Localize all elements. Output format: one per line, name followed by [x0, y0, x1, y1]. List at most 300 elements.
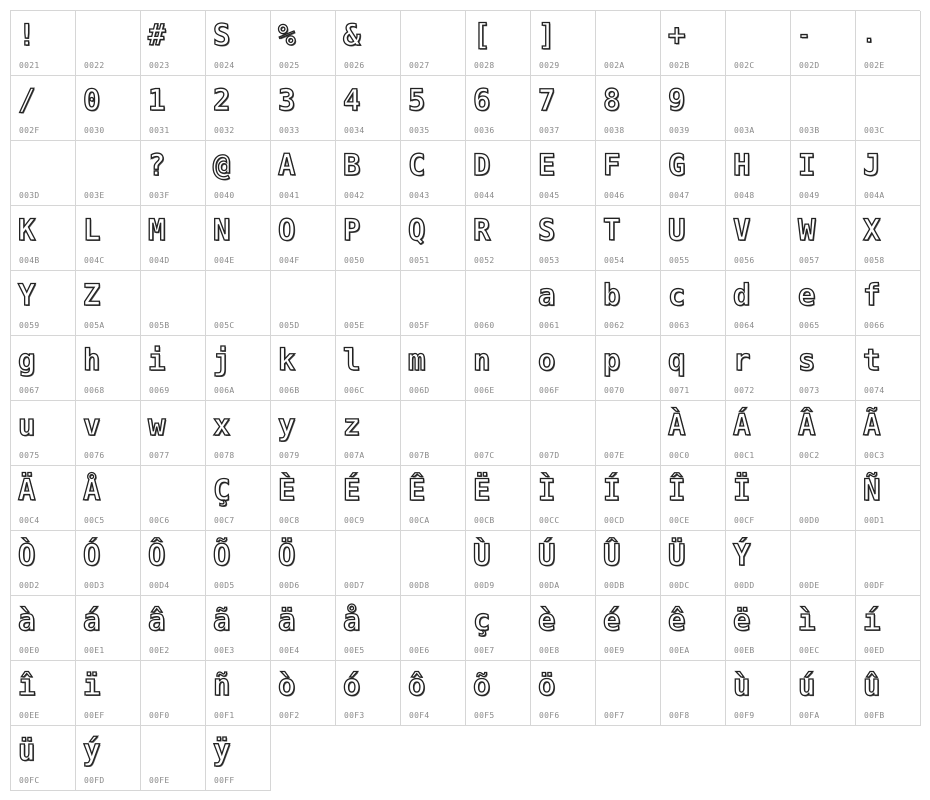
- glyph-preview: C: [408, 148, 426, 182]
- glyph-preview: ÿ: [213, 733, 231, 767]
- glyph-cell[interactable]: [466, 141, 531, 206]
- glyph-preview: ý: [83, 733, 101, 767]
- codepoint-label: 00EE: [19, 711, 40, 720]
- codepoint-label: 0068: [84, 386, 105, 395]
- glyph-cell[interactable]: [531, 531, 596, 596]
- glyph-cell[interactable]: [11, 531, 76, 596]
- codepoint-label: 0043: [409, 191, 430, 200]
- glyph-cell[interactable]: [206, 206, 271, 271]
- glyph-cell[interactable]: [466, 336, 531, 401]
- codepoint-label: 0023: [149, 61, 170, 70]
- glyph-cell[interactable]: [856, 336, 921, 401]
- glyph-preview: B: [343, 148, 361, 182]
- codepoint-label: 00D1: [864, 516, 885, 525]
- codepoint-label: 007B: [409, 451, 430, 460]
- codepoint-label: 00CB: [474, 516, 495, 525]
- glyph-cell[interactable]: [206, 141, 271, 206]
- codepoint-label: 00E4: [279, 646, 300, 655]
- glyph-preview: Z: [83, 278, 101, 312]
- glyph-preview: Ö: [278, 538, 296, 572]
- glyph-cell[interactable]: [661, 401, 726, 466]
- codepoint-label: 002A: [604, 61, 625, 70]
- codepoint-label: 004A: [864, 191, 885, 200]
- glyph-preview: Â: [798, 408, 816, 442]
- codepoint-label: 00CA: [409, 516, 430, 525]
- codepoint-label: 00E6: [409, 646, 430, 655]
- glyph-cell[interactable]: [791, 596, 856, 661]
- codepoint-label: 0076: [84, 451, 105, 460]
- codepoint-label: 00E8: [539, 646, 560, 655]
- glyph-cell[interactable]: [336, 271, 401, 336]
- codepoint-label: 0030: [84, 126, 105, 135]
- glyph-preview: O: [278, 213, 296, 247]
- glyph-cell[interactable]: [271, 141, 336, 206]
- glyph-cell[interactable]: [271, 596, 336, 661]
- codepoint-label: 0069: [149, 386, 170, 395]
- codepoint-label: 006D: [409, 386, 430, 395]
- glyph-cell[interactable]: [791, 531, 856, 596]
- glyph-cell[interactable]: [271, 271, 336, 336]
- codepoint-label: 0027: [409, 61, 430, 70]
- glyph-cell[interactable]: [726, 401, 791, 466]
- codepoint-label: 0039: [669, 126, 690, 135]
- codepoint-label: 00ED: [864, 646, 885, 655]
- glyph-cell[interactable]: [401, 401, 466, 466]
- glyph-cell[interactable]: [76, 11, 141, 76]
- glyph-preview: Ý: [733, 538, 751, 572]
- glyph-preview: Ç: [213, 473, 231, 507]
- codepoint-label: 00F4: [409, 711, 430, 720]
- glyph-cell[interactable]: [856, 206, 921, 271]
- glyph-cell[interactable]: [791, 271, 856, 336]
- codepoint-label: 007D: [539, 451, 560, 460]
- codepoint-label: 0065: [799, 321, 820, 330]
- glyph-cell[interactable]: [141, 531, 206, 596]
- codepoint-label: 004D: [149, 256, 170, 265]
- glyph-cell[interactable]: [271, 336, 336, 401]
- glyph-cell[interactable]: [141, 661, 206, 726]
- glyph-cell[interactable]: [76, 206, 141, 271]
- glyph-cell[interactable]: [141, 11, 206, 76]
- codepoint-label: 004F: [279, 256, 300, 265]
- glyph-cell[interactable]: [466, 11, 531, 76]
- codepoint-label: 00D5: [214, 581, 235, 590]
- glyph-cell[interactable]: [466, 466, 531, 531]
- glyph-preview: -: [798, 23, 811, 47]
- glyph-preview: x: [213, 408, 231, 442]
- glyph-cell[interactable]: [466, 531, 531, 596]
- glyph-preview: 9: [668, 83, 686, 117]
- glyph-cell[interactable]: [531, 206, 596, 271]
- glyph-cell[interactable]: [466, 206, 531, 271]
- glyph-cell[interactable]: [726, 141, 791, 206]
- glyph-cell[interactable]: [466, 271, 531, 336]
- glyph-preview: X: [863, 213, 881, 247]
- glyph-cell[interactable]: [596, 11, 661, 76]
- codepoint-label: 00F8: [669, 711, 690, 720]
- glyph-cell[interactable]: [76, 466, 141, 531]
- glyph-preview: e: [798, 278, 816, 312]
- glyph-cell[interactable]: [141, 206, 206, 271]
- codepoint-label: 0074: [864, 386, 885, 395]
- codepoint-label: 00DA: [539, 581, 560, 590]
- glyph-preview: Õ: [213, 538, 231, 572]
- codepoint-label: 003C: [864, 126, 885, 135]
- glyph-cell[interactable]: [141, 141, 206, 206]
- glyph-cell[interactable]: [661, 531, 726, 596]
- glyph-cell[interactable]: [531, 336, 596, 401]
- codepoint-label: 00E3: [214, 646, 235, 655]
- glyph-cell[interactable]: [11, 141, 76, 206]
- glyph-preview: ù: [733, 668, 751, 702]
- glyph-cell[interactable]: [726, 271, 791, 336]
- glyph-cell[interactable]: [401, 531, 466, 596]
- glyph-cell[interactable]: [76, 531, 141, 596]
- glyph-preview: 1: [148, 83, 166, 117]
- glyph-cell[interactable]: [11, 206, 76, 271]
- codepoint-label: 00CC: [539, 516, 560, 525]
- glyph-preview: g: [18, 343, 36, 377]
- codepoint-label: 00C0: [669, 451, 690, 460]
- glyph-cell[interactable]: [336, 76, 401, 141]
- glyph-preview: U: [668, 213, 686, 247]
- glyph-cell[interactable]: [76, 661, 141, 726]
- glyph-cell[interactable]: [856, 141, 921, 206]
- codepoint-label: 006E: [474, 386, 495, 395]
- glyph-cell[interactable]: [856, 596, 921, 661]
- glyph-cell[interactable]: [466, 596, 531, 661]
- glyph-preview: Ñ: [863, 473, 881, 507]
- glyph-cell[interactable]: [596, 466, 661, 531]
- glyph-cell[interactable]: [661, 271, 726, 336]
- glyph-cell[interactable]: [791, 661, 856, 726]
- glyph-cell[interactable]: [726, 531, 791, 596]
- codepoint-label: 0078: [214, 451, 235, 460]
- codepoint-label: 0026: [344, 61, 365, 70]
- codepoint-label: 00C1: [734, 451, 755, 460]
- glyph-cell[interactable]: [856, 11, 921, 76]
- glyph-cell[interactable]: [141, 466, 206, 531]
- glyph-cell[interactable]: [661, 11, 726, 76]
- glyph-preview: W: [798, 213, 816, 247]
- glyph-cell[interactable]: [791, 141, 856, 206]
- glyph-cell[interactable]: [856, 271, 921, 336]
- codepoint-label: 0031: [149, 126, 170, 135]
- glyph-preview: Ä: [18, 473, 36, 507]
- glyph-preview: v: [83, 408, 101, 442]
- glyph-cell[interactable]: [271, 11, 336, 76]
- glyph-cell[interactable]: [596, 401, 661, 466]
- glyph-preview: i: [148, 343, 166, 377]
- glyph-cell[interactable]: [11, 661, 76, 726]
- codepoint-label: 0050: [344, 256, 365, 265]
- codepoint-label: 00E7: [474, 646, 495, 655]
- glyph-cell[interactable]: [206, 271, 271, 336]
- glyph-preview: %: [278, 18, 296, 52]
- codepoint-label: 00F9: [734, 711, 755, 720]
- glyph-cell[interactable]: [726, 336, 791, 401]
- glyph-preview: è: [538, 603, 556, 637]
- codepoint-label: 00EA: [669, 646, 690, 655]
- glyph-cell[interactable]: [76, 141, 141, 206]
- glyph-cell[interactable]: [76, 596, 141, 661]
- glyph-cell[interactable]: [791, 206, 856, 271]
- glyph-cell[interactable]: [661, 76, 726, 141]
- glyph-cell[interactable]: [401, 76, 466, 141]
- glyph-preview: Á: [733, 408, 751, 442]
- glyph-cell[interactable]: [856, 401, 921, 466]
- glyph-preview: ê: [668, 603, 686, 637]
- glyph-cell[interactable]: [661, 336, 726, 401]
- codepoint-label: 00D2: [19, 581, 40, 590]
- glyph-preview: à: [18, 603, 36, 637]
- codepoint-label: 003E: [84, 191, 105, 200]
- glyph-cell[interactable]: [336, 401, 401, 466]
- glyph-cell[interactable]: [531, 141, 596, 206]
- glyph-cell[interactable]: [596, 141, 661, 206]
- glyph-preview: r: [733, 343, 751, 377]
- glyph-cell[interactable]: [206, 401, 271, 466]
- glyph-cell[interactable]: [206, 661, 271, 726]
- glyph-cell[interactable]: [271, 401, 336, 466]
- glyph-cell[interactable]: [661, 466, 726, 531]
- glyph-cell[interactable]: [531, 401, 596, 466]
- glyph-cell[interactable]: [11, 466, 76, 531]
- glyph-preview: m: [408, 343, 426, 377]
- glyph-preview: 2: [213, 83, 231, 117]
- glyph-cell[interactable]: [856, 466, 921, 531]
- glyph-preview: u: [18, 408, 36, 442]
- glyph-preview: p: [603, 343, 621, 377]
- codepoint-label: 00FC: [19, 776, 40, 785]
- codepoint-label: 0041: [279, 191, 300, 200]
- glyph-cell[interactable]: [661, 661, 726, 726]
- glyph-cell[interactable]: [336, 206, 401, 271]
- glyph-cell[interactable]: [596, 271, 661, 336]
- glyph-preview: [: [473, 18, 491, 52]
- codepoint-label: 002C: [734, 61, 755, 70]
- glyph-cell[interactable]: [596, 661, 661, 726]
- glyph-cell[interactable]: [11, 271, 76, 336]
- glyph-cell[interactable]: [531, 271, 596, 336]
- glyph-preview: /: [18, 83, 36, 117]
- glyph-preview: P: [343, 213, 361, 247]
- codepoint-label: 00C8: [279, 516, 300, 525]
- glyph-cell[interactable]: [206, 726, 271, 791]
- glyph-cell[interactable]: [661, 206, 726, 271]
- glyph-cell[interactable]: [596, 336, 661, 401]
- glyph-preview: ï: [83, 668, 101, 702]
- glyph-cell[interactable]: [76, 336, 141, 401]
- glyph-cell[interactable]: [336, 596, 401, 661]
- glyph-preview: û: [863, 668, 881, 702]
- codepoint-label: 00E9: [604, 646, 625, 655]
- glyph-cell[interactable]: [271, 531, 336, 596]
- codepoint-label: 00CD: [604, 516, 625, 525]
- glyph-cell[interactable]: [336, 661, 401, 726]
- glyph-cell[interactable]: [336, 466, 401, 531]
- glyph-cell[interactable]: [336, 141, 401, 206]
- codepoint-label: 005C: [214, 321, 235, 330]
- glyph-cell[interactable]: [206, 466, 271, 531]
- glyph-cell[interactable]: [726, 11, 791, 76]
- glyph-cell[interactable]: [401, 466, 466, 531]
- codepoint-label: 002D: [799, 61, 820, 70]
- glyph-cell[interactable]: [856, 531, 921, 596]
- glyph-cell[interactable]: [401, 206, 466, 271]
- glyph-cell[interactable]: [531, 596, 596, 661]
- glyph-cell[interactable]: [791, 11, 856, 76]
- glyph-cell[interactable]: [141, 271, 206, 336]
- codepoint-label: 005D: [279, 321, 300, 330]
- codepoint-label: 004C: [84, 256, 105, 265]
- glyph-preview: t: [863, 343, 881, 377]
- glyph-cell[interactable]: [76, 401, 141, 466]
- codepoint-label: 0046: [604, 191, 625, 200]
- glyph-preview: ?: [148, 148, 166, 182]
- glyph-cell[interactable]: [466, 76, 531, 141]
- glyph-preview: 7: [538, 83, 556, 117]
- glyph-preview: 3: [278, 83, 296, 117]
- codepoint-label: 0061: [539, 321, 560, 330]
- glyph-cell[interactable]: [661, 596, 726, 661]
- glyph-cell[interactable]: [401, 336, 466, 401]
- glyph-preview: +: [668, 18, 686, 52]
- glyph-preview: ü: [18, 733, 36, 767]
- glyph-cell[interactable]: [76, 76, 141, 141]
- glyph-cell[interactable]: [11, 11, 76, 76]
- glyph-preview: .: [863, 23, 876, 47]
- glyph-cell[interactable]: [596, 596, 661, 661]
- codepoint-label: 0038: [604, 126, 625, 135]
- glyph-cell[interactable]: [11, 596, 76, 661]
- glyph-cell[interactable]: [271, 661, 336, 726]
- glyph-cell[interactable]: [206, 596, 271, 661]
- glyph-cell[interactable]: [791, 466, 856, 531]
- glyph-cell[interactable]: [466, 401, 531, 466]
- glyph-cell[interactable]: [141, 401, 206, 466]
- glyph-cell[interactable]: [206, 336, 271, 401]
- glyph-cell[interactable]: [856, 76, 921, 141]
- glyph-preview: s: [798, 343, 816, 377]
- codepoint-label: 0047: [669, 191, 690, 200]
- glyph-preview: S: [213, 18, 231, 52]
- glyph-cell[interactable]: [206, 531, 271, 596]
- glyph-cell[interactable]: [791, 76, 856, 141]
- codepoint-label: 00D4: [149, 581, 170, 590]
- glyph-preview: á: [83, 603, 101, 637]
- glyph-cell[interactable]: [271, 206, 336, 271]
- glyph-cell[interactable]: [141, 726, 206, 791]
- glyph-cell[interactable]: [141, 76, 206, 141]
- codepoint-label: 00DF: [864, 581, 885, 590]
- glyph-cell[interactable]: [76, 726, 141, 791]
- codepoint-label: 0040: [214, 191, 235, 200]
- glyph-cell[interactable]: [726, 596, 791, 661]
- glyph-cell[interactable]: [11, 726, 76, 791]
- glyph-cell[interactable]: [76, 271, 141, 336]
- glyph-preview: ö: [538, 668, 556, 702]
- glyph-cell[interactable]: [531, 661, 596, 726]
- glyph-cell[interactable]: [531, 76, 596, 141]
- glyph-cell[interactable]: [466, 661, 531, 726]
- glyph-preview: ä: [278, 603, 296, 637]
- glyph-preview: J: [863, 148, 881, 182]
- glyph-cell[interactable]: [401, 661, 466, 726]
- glyph-cell[interactable]: [11, 76, 76, 141]
- glyph-cell[interactable]: [336, 336, 401, 401]
- glyph-cell[interactable]: [271, 76, 336, 141]
- glyph-cell[interactable]: [11, 336, 76, 401]
- glyph-preview: L: [83, 213, 101, 247]
- codepoint-label: 0029: [539, 61, 560, 70]
- glyph-cell[interactable]: [401, 141, 466, 206]
- codepoint-label: 00F7: [604, 711, 625, 720]
- codepoint-label: 00FA: [799, 711, 820, 720]
- glyph-cell[interactable]: [791, 336, 856, 401]
- glyph-cell[interactable]: [596, 206, 661, 271]
- codepoint-label: 005A: [84, 321, 105, 330]
- codepoint-label: 006F: [539, 386, 560, 395]
- glyph-cell[interactable]: [336, 11, 401, 76]
- codepoint-label: 0072: [734, 386, 755, 395]
- glyph-cell[interactable]: [11, 401, 76, 466]
- codepoint-label: 0025: [279, 61, 300, 70]
- glyph-cell[interactable]: [401, 271, 466, 336]
- codepoint-label: 00C6: [149, 516, 170, 525]
- codepoint-label: 0045: [539, 191, 560, 200]
- codepoint-label: 002B: [669, 61, 690, 70]
- codepoint-label: 007E: [604, 451, 625, 460]
- glyph-preview: â: [148, 603, 166, 637]
- glyph-cell[interactable]: [726, 206, 791, 271]
- glyph-cell[interactable]: [141, 336, 206, 401]
- codepoint-label: 003B: [799, 126, 820, 135]
- glyph-cell[interactable]: [661, 141, 726, 206]
- glyph-preview: n: [473, 343, 491, 377]
- glyph-cell[interactable]: [206, 76, 271, 141]
- glyph-preview: é: [603, 603, 621, 637]
- codepoint-label: 0058: [864, 256, 885, 265]
- glyph-cell[interactable]: [206, 11, 271, 76]
- codepoint-label: 0022: [84, 61, 105, 70]
- glyph-cell[interactable]: [531, 466, 596, 531]
- glyph-cell[interactable]: [726, 466, 791, 531]
- codepoint-label: 00F3: [344, 711, 365, 720]
- glyph-cell[interactable]: [726, 76, 791, 141]
- codepoint-label: 0055: [669, 256, 690, 265]
- codepoint-label: 0033: [279, 126, 300, 135]
- glyph-cell[interactable]: [141, 596, 206, 661]
- glyph-cell[interactable]: [336, 531, 401, 596]
- glyph-preview: y: [278, 408, 296, 442]
- glyph-cell[interactable]: [856, 661, 921, 726]
- glyph-cell[interactable]: [401, 11, 466, 76]
- glyph-cell[interactable]: [401, 596, 466, 661]
- codepoint-label: 00EB: [734, 646, 755, 655]
- glyph-preview: #: [148, 18, 166, 52]
- glyph-cell[interactable]: [596, 531, 661, 596]
- codepoint-label: 007C: [474, 451, 495, 460]
- glyph-cell[interactable]: [726, 661, 791, 726]
- glyph-cell[interactable]: [596, 76, 661, 141]
- glyph-cell[interactable]: [531, 11, 596, 76]
- glyph-preview: A: [278, 148, 296, 182]
- glyph-cell[interactable]: [791, 401, 856, 466]
- glyph-cell[interactable]: [271, 466, 336, 531]
- codepoint-label: 00FB: [864, 711, 885, 720]
- codepoint-label: 004E: [214, 256, 235, 265]
